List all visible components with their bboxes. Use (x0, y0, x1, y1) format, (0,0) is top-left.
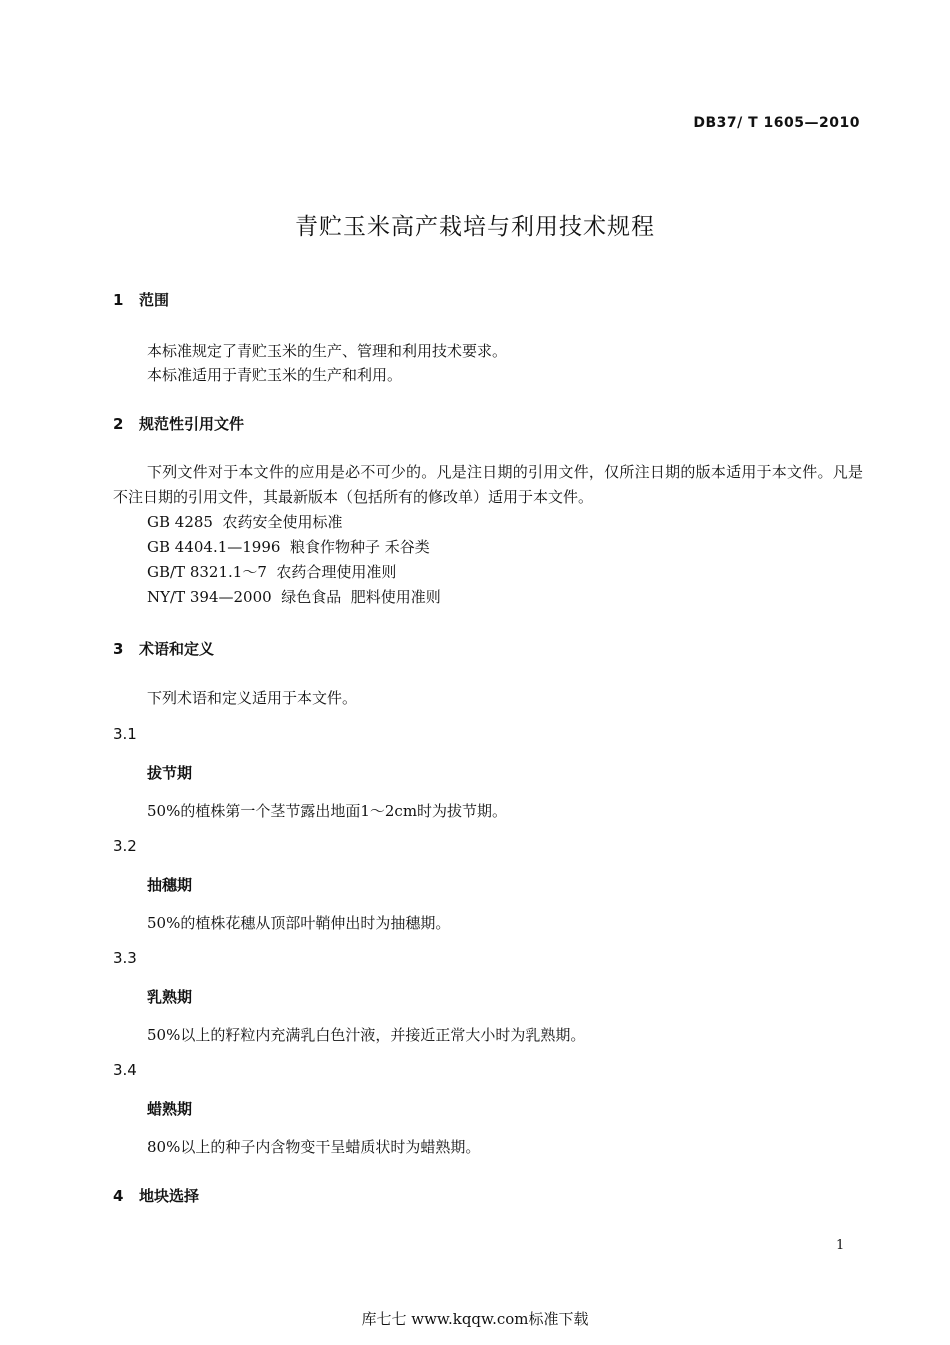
section-1-heading (113, 289, 169, 310)
footer-watermark: 库七七 www.kqqw.com标准下载 (361, 1310, 589, 1328)
section-number: 4 (113, 1187, 124, 1205)
section-title: 地块选择 (139, 1187, 200, 1205)
reference-item: NY/T 394—2000 绿色食品 肥料使用准则 (147, 588, 441, 606)
reference-item: GB 4285 农药安全使用标准 (147, 513, 343, 531)
paragraph: 本标准规定了青贮玉米的生产、管理和利用技术要求。 (147, 342, 508, 360)
section-number: 1 (113, 291, 124, 309)
section-2-heading (113, 413, 244, 434)
term-title: 抽穗期 (147, 876, 193, 894)
term-number: 3.2 (113, 837, 137, 855)
section-title: 规范性引用文件 (139, 415, 245, 433)
term-definition: 80%以上的种子内含物变干呈蜡质状时为蜡熟期。 (147, 1138, 481, 1156)
section-number: 2 (113, 415, 124, 433)
term-definition: 50%的植株第一个茎节露出地面1～2cm时为拔节期。 (147, 802, 508, 820)
term-number: 3.1 (113, 725, 137, 743)
paragraph: 下列文件对于本文件的应用是必不可少的。凡是注日期的引用文件，仅所注日期的版本适用于本文件。凡是不注日期的引用文件，其最新版本（包括所有的修改单）适用于本文件。 (113, 463, 863, 506)
term-definition: 50%的植株花穗从顶部叶鞘伸出时为抽穗期。 (147, 914, 451, 932)
page-number: 1 (836, 1238, 845, 1253)
term-definition: 50%以上的籽粒内充满乳白色汁液，并接近正常大小时为乳熟期。 (147, 1026, 586, 1044)
term-title: 拔节期 (147, 764, 193, 782)
section-3-heading (113, 638, 214, 659)
reference-list (147, 510, 441, 610)
section-4-heading (113, 1185, 199, 1206)
section-title: 范围 (139, 291, 170, 309)
section-title: 术语和定义 (139, 640, 215, 658)
term-number: 3.3 (113, 949, 137, 967)
document-title: 青贮玉米高产栽培与利用技术规程 (295, 214, 655, 240)
term-number: 3.4 (113, 1061, 137, 1079)
paragraph: 下列术语和定义适用于本文件。 (147, 689, 358, 707)
term-title: 蜡熟期 (147, 1100, 193, 1118)
standard-number: DB37/ T 1605—2010 (693, 115, 860, 131)
paragraph: 本标准适用于青贮玉米的生产和利用。 (147, 366, 403, 384)
reference-item: GB/T 8321.1～7 农药合理使用准则 (147, 563, 397, 581)
term-title: 乳熟期 (147, 988, 193, 1006)
section-number: 3 (113, 640, 124, 658)
reference-item: GB 4404.1—1996 粮食作物种子 禾谷类 (147, 538, 430, 556)
